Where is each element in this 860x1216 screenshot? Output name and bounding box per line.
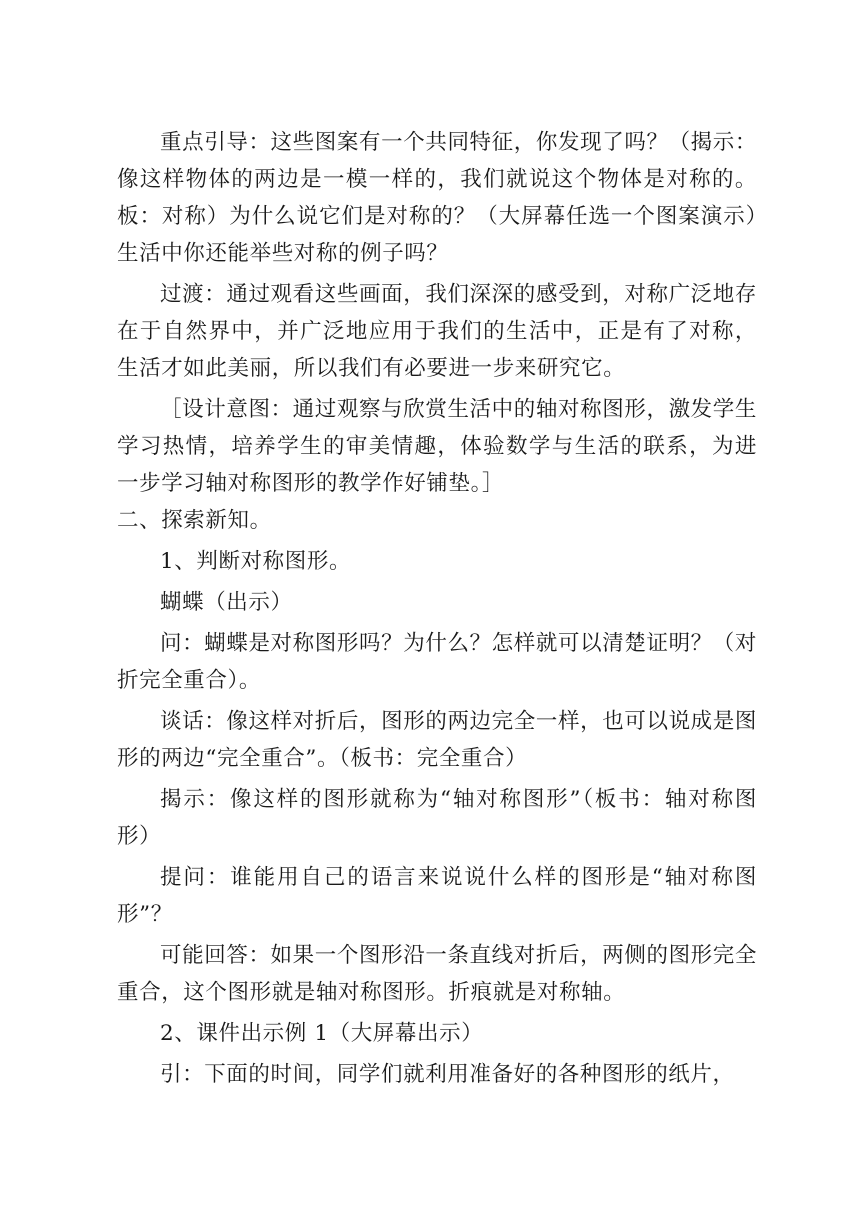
paragraph-example-1: 2、课件出示例 1（大屏幕出示） (160, 1021, 484, 1046)
paragraph-judge-symmetric: 1、判断对称图形。 (160, 549, 352, 574)
paragraph-key-guidance: 重点引导：这些图案有一个共同特征，你发现了吗？（揭示：像这样物体的两边是一模一样的，我们就说这个物体是对称的。板：对称）为什么说它们是对称的？（大屏幕任选一个图案演示）生活中你还能举些对称的例子吗？ (117, 130, 757, 266)
paragraph-talk: 谈话：像这样对折后，图形的两边完全一样，也可以说成是图形的两边“完全重合”。（板书：完全重合） (117, 709, 757, 771)
paragraph-reveal: 揭示：像这样的图形就称为“轴对称图形”（板书：轴对称图形） (117, 787, 757, 849)
paragraph-possible-answer: 可能回答：如果一个图形沿一条直线对折后，两侧的图形完全重合，这个图形就是轴对称图形。折痕就是对称轴。 (117, 943, 757, 1005)
paragraph-ask: 提问：谁能用自己的语言来说说什么样的图形是“轴对称图形”？ (117, 865, 757, 927)
paragraph-lead: 引：下面的时间，同学们就利用准备好的各种图形的纸片， (160, 1062, 735, 1087)
paragraph-butterfly: 蝴蝶（出示） (160, 590, 293, 615)
paragraph-design-intent: ［设计意图：通过观察与欣赏生活中的轴对称图形，激发学生学习热情，培养学生的审美情趣，体验数学与生活的联系，为进一步学习轴对称图形的教学作好铺垫。］ (117, 397, 757, 496)
paragraph-transition: 过渡：通过观看这些画面，我们深深的感受到，对称广泛地存在于自然界中，并广泛地应用于我们的生活中，正是有了对称，生活才如此美丽，所以我们有必要进一步来研究它。 (117, 282, 757, 381)
section-heading-explore: 二、探索新知。 (117, 508, 272, 533)
paragraph-question: 问：蝴蝶是对称图形吗？为什么？怎样就可以清楚证明？（对折完全重合）。 (117, 631, 757, 693)
document-page (117, 124, 757, 1093)
